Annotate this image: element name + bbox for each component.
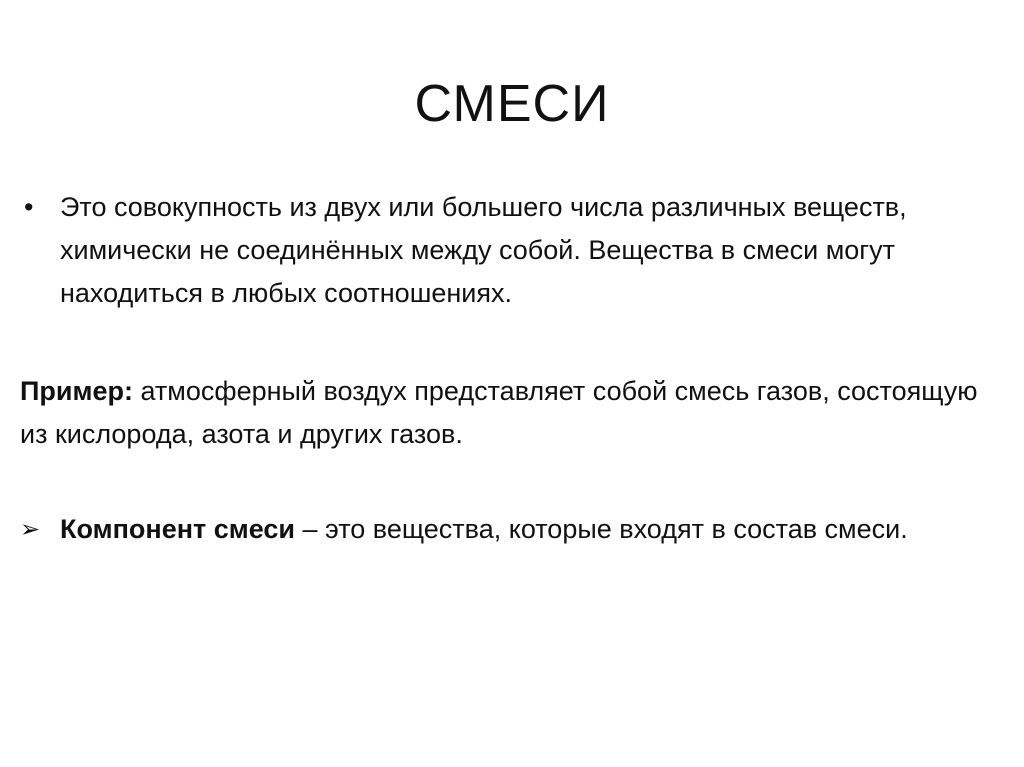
example-text: атмосферный воздух представляет собой смесь газов, состоящую из кислорода, азота и других газов. [20, 376, 978, 449]
example-label: Пример: [20, 376, 133, 406]
slide-title: СМЕСИ [414, 75, 610, 133]
definition-text: Это совокупность из двух или большего числа различных веществ, химически не соединённых между собой. Вещества в смеси могут находиться в любых соотношениях. [60, 192, 907, 308]
definition-bullet [20, 186, 1000, 315]
bullet-marker: • [24, 192, 34, 222]
arrow-bullet-icon: ➢ [20, 516, 41, 543]
component-bullet [20, 508, 1000, 551]
component-definition: – это вещества, которые входят в состав смеси. [295, 514, 908, 544]
component-term: Компонент смеси [60, 514, 296, 544]
example-paragraph [20, 370, 1000, 456]
component-text-block [60, 508, 990, 551]
